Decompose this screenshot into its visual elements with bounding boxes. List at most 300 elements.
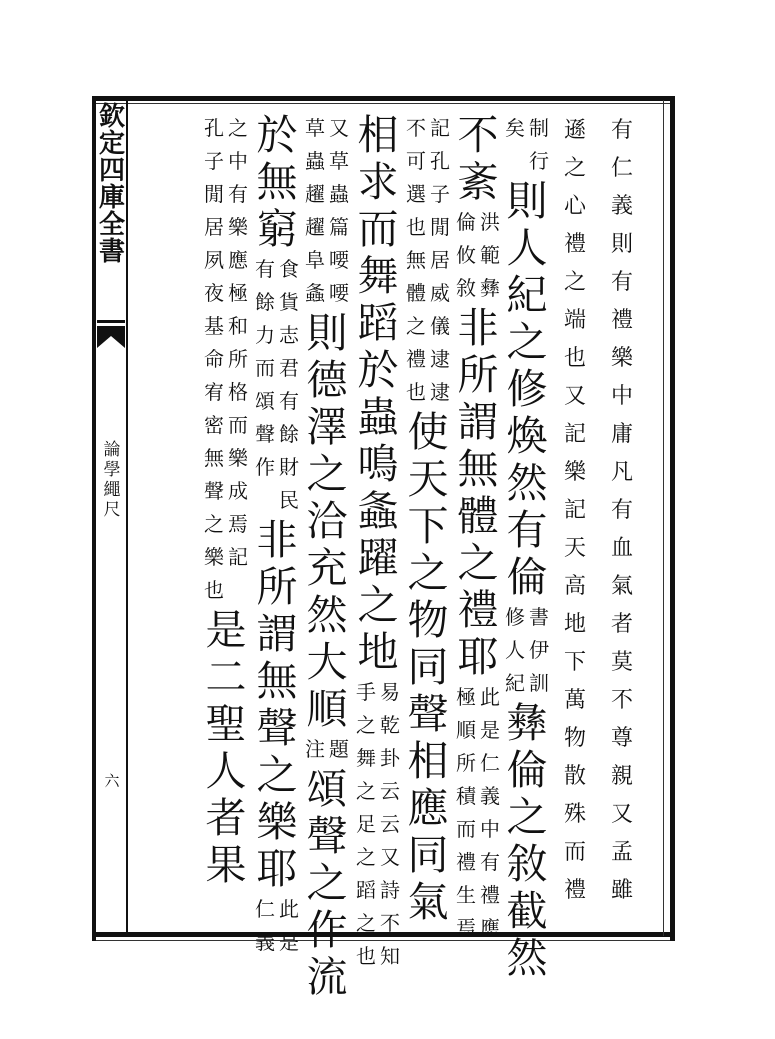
main-text-char: 之	[407, 549, 449, 597]
note-char: 篇	[329, 215, 349, 239]
interlinear-note	[454, 206, 502, 305]
note-char: 云	[380, 812, 400, 836]
note-char: 聲	[204, 479, 224, 503]
main-text-char: 聖	[205, 700, 247, 748]
note-char: 宥	[204, 380, 224, 404]
interlinear-note	[253, 893, 301, 959]
note-char: 詩	[380, 878, 400, 902]
annotation-char: 也	[563, 346, 586, 371]
note-char: 餘	[255, 290, 275, 314]
note-char: 螽	[305, 281, 325, 305]
main-text-char: 地	[357, 628, 399, 676]
main-text-char: 之	[306, 859, 348, 907]
main-text-char: 然	[506, 934, 548, 982]
note-char: 無	[204, 446, 224, 470]
note-char: 洪	[480, 210, 500, 234]
main-text-char: 二	[205, 653, 247, 701]
note-char: 之	[356, 845, 376, 869]
note-char: 積	[456, 784, 476, 808]
note-char: 阜	[305, 248, 325, 272]
note-char: 子	[204, 149, 224, 173]
main-text-char: 倫	[506, 746, 548, 794]
note-line-right	[277, 253, 301, 517]
note-char: 頌	[255, 389, 275, 413]
main-text-char: 體	[457, 492, 499, 540]
margin-strip-divider	[126, 100, 128, 936]
margin-page-number: 六	[104, 772, 120, 790]
note-char: 人	[505, 638, 525, 662]
annotation-char: 地	[563, 612, 586, 637]
frame-right-border	[670, 96, 675, 941]
note-line-left	[354, 676, 378, 973]
note-line-right	[226, 112, 250, 607]
note-line-right	[277, 893, 301, 959]
note-line-left	[303, 112, 327, 310]
note-char: 格	[228, 380, 248, 404]
main-text-char: 然	[306, 591, 348, 639]
note-char: 又	[380, 845, 400, 869]
note-char: 而	[255, 356, 275, 380]
annotation-char: 有	[610, 118, 633, 143]
annotation-char: 氣	[610, 574, 633, 599]
main-text-char: 相	[357, 111, 399, 159]
main-text-char: 樂	[256, 798, 298, 846]
interlinear-note	[503, 601, 551, 700]
text-column	[303, 112, 351, 1001]
main-text-char: 聲	[256, 704, 298, 752]
note-char: 有	[279, 389, 299, 413]
note-char: 趯	[305, 182, 325, 206]
note-char: 之	[228, 116, 248, 140]
note-char: 有	[228, 182, 248, 206]
note-line-left	[454, 681, 478, 945]
note-char: 手	[356, 680, 376, 704]
annotation-char: 凡	[610, 460, 633, 485]
note-char: 乾	[380, 713, 400, 737]
note-char: 仁	[480, 751, 500, 775]
note-char: 居	[204, 215, 224, 239]
note-char: 此	[279, 897, 299, 921]
annotation-char: 不	[610, 688, 633, 713]
note-char: 成	[228, 479, 248, 503]
interlinear-note	[303, 733, 351, 766]
note-char: 樂	[228, 446, 248, 470]
note-char: 蹈	[356, 878, 376, 902]
note-char: 焉	[456, 916, 476, 940]
annotation-char: 殊	[563, 802, 586, 827]
note-char: 禮	[406, 347, 426, 371]
note-char: 之	[356, 911, 376, 935]
annotation-char: 物	[563, 726, 586, 751]
note-char: 儀	[430, 314, 450, 338]
main-text-char: 之	[306, 450, 348, 498]
note-char: 極	[228, 281, 248, 305]
annotation-char: 庸	[610, 422, 633, 447]
main-text-char: 躍	[357, 534, 399, 582]
note-char: 敘	[456, 276, 476, 300]
annotation-char: 高	[563, 574, 586, 599]
main-text-char: 相	[407, 737, 449, 785]
note-char: 範	[480, 243, 500, 267]
main-text-char: 非	[256, 516, 298, 564]
annotation-char: 心	[563, 194, 586, 219]
main-text-char: 舞	[357, 252, 399, 300]
main-text-char: 禮	[457, 586, 499, 634]
note-line-left	[253, 253, 277, 517]
main-text-char: 者	[205, 794, 247, 842]
main-text-char: 然	[506, 459, 548, 507]
note-char: 逮	[430, 347, 450, 371]
note-line-right	[527, 112, 551, 178]
main-text-char: 鳴	[357, 440, 399, 488]
text-column	[202, 112, 250, 889]
main-text-char: 澤	[306, 403, 348, 451]
note-char: 閒	[204, 182, 224, 206]
note-line-left	[503, 601, 527, 700]
annotation-char: 親	[610, 764, 633, 789]
note-char: 攸	[456, 243, 476, 267]
main-text-char: 氣	[407, 878, 449, 926]
note-line-right	[378, 676, 402, 973]
main-text-char: 聲	[407, 690, 449, 738]
main-text-char: 之	[256, 751, 298, 799]
annotation-char: 而	[563, 840, 586, 865]
note-char: 義	[255, 930, 275, 954]
note-char: 逮	[430, 380, 450, 404]
main-text-char: 謂	[457, 398, 499, 446]
note-char: 而	[228, 413, 248, 437]
note-char: 也	[204, 578, 224, 602]
note-line-left	[202, 112, 226, 607]
note-char: 君	[279, 356, 299, 380]
annotation-char: 端	[563, 308, 586, 333]
main-text-char: 之	[457, 539, 499, 587]
note-char: 不	[380, 911, 400, 935]
note-char: 足	[356, 812, 376, 836]
interlinear-note	[354, 676, 402, 973]
annotation-char: 下	[563, 650, 586, 675]
main-text-char: 物	[407, 596, 449, 644]
margin-section-title: 論 學 繩 尺	[103, 440, 121, 520]
note-char: 禮	[480, 883, 500, 907]
main-text-char: 則	[506, 177, 548, 225]
main-text-char: 無	[457, 445, 499, 493]
note-char: 樂	[228, 215, 248, 239]
note-char: 書	[529, 605, 549, 629]
main-text-char: 洽	[306, 497, 348, 545]
main-text-char: 應	[407, 784, 449, 832]
annotation-char: 樂	[563, 460, 586, 485]
annotation-char: 有	[610, 498, 633, 523]
note-char: 無	[406, 248, 426, 272]
main-text-char: 人	[205, 747, 247, 795]
note-char: 又	[329, 116, 349, 140]
note-char: 財	[279, 455, 299, 479]
main-text-char: 於	[256, 111, 298, 159]
main-text-char: 流	[306, 953, 348, 1001]
text-column	[503, 112, 551, 982]
main-text-char: 之	[506, 318, 548, 366]
interlinear-note	[454, 681, 502, 945]
note-char: 草	[305, 116, 325, 140]
note-char: 應	[228, 248, 248, 272]
note-char: 禮	[456, 850, 476, 874]
note-char: 作	[255, 455, 275, 479]
note-char: 和	[228, 314, 248, 338]
annotation-char: 散	[563, 764, 586, 789]
note-line-right	[478, 681, 502, 945]
note-char: 閒	[430, 215, 450, 239]
note-char: 蟲	[329, 182, 349, 206]
note-char: 也	[356, 944, 376, 968]
note-char: 居	[430, 248, 450, 272]
note-char: 選	[406, 182, 426, 206]
note-char: 夜	[204, 281, 224, 305]
note-char: 喓	[329, 281, 349, 305]
note-char: 樂	[204, 545, 224, 569]
note-char: 修	[505, 605, 525, 629]
interlinear-note	[253, 253, 301, 517]
note-char: 此	[480, 685, 500, 709]
annotation-char: 義	[610, 194, 633, 219]
annotation-char: 禮	[563, 878, 586, 903]
annotation-char: 記	[563, 422, 586, 447]
main-text-char: 有	[506, 506, 548, 554]
note-char: 蟲	[305, 149, 325, 173]
note-char: 易	[380, 680, 400, 704]
note-line-left	[454, 206, 478, 305]
note-char: 卦	[380, 746, 400, 770]
main-text-char: 紀	[506, 271, 548, 319]
main-text-char: 充	[306, 544, 348, 592]
note-line-right	[327, 733, 351, 766]
annotation-char: 禮	[563, 232, 586, 257]
note-char: 不	[406, 116, 426, 140]
text-column	[454, 112, 502, 945]
annotation-char: 則	[610, 232, 633, 257]
note-char: 訓	[529, 671, 549, 695]
main-text-char: 倫	[506, 553, 548, 601]
note-char: 貨	[279, 290, 299, 314]
note-char: 倫	[456, 210, 476, 234]
text-column	[404, 112, 452, 926]
note-char: 夙	[204, 248, 224, 272]
text-column	[354, 112, 402, 973]
annotation-char: 禮	[610, 308, 633, 333]
interlinear-note	[303, 112, 351, 310]
note-line-left	[503, 112, 527, 178]
annotation-char: 仁	[610, 156, 633, 181]
note-line-right	[327, 112, 351, 310]
main-text-char: 於	[357, 346, 399, 394]
note-char: 民	[279, 488, 299, 512]
interlinear-note	[503, 112, 551, 178]
note-char: 有	[480, 850, 500, 874]
main-text-char: 同	[407, 643, 449, 691]
note-char: 記	[430, 116, 450, 140]
annotation-char: 尊	[610, 726, 633, 751]
note-char: 中	[228, 149, 248, 173]
note-char: 之	[356, 713, 376, 737]
main-text-char: 德	[306, 356, 348, 404]
main-text-char: 耶	[256, 845, 298, 893]
annotation-char: 血	[610, 536, 633, 561]
note-char: 之	[406, 314, 426, 338]
main-text-char: 使	[407, 408, 449, 456]
main-text-char: 順	[306, 685, 348, 733]
annotation-char: 之	[563, 270, 586, 295]
text-column	[253, 112, 301, 959]
main-text-char: 紊	[457, 158, 499, 206]
text-column	[598, 112, 646, 910]
main-text-char: 果	[205, 841, 247, 889]
note-char: 密	[204, 413, 224, 437]
note-char: 命	[204, 347, 224, 371]
annotation-char: 中	[610, 384, 633, 409]
note-char: 餘	[279, 422, 299, 446]
note-char: 之	[204, 512, 224, 536]
main-text-char: 彝	[506, 699, 548, 747]
note-char: 聲	[255, 422, 275, 446]
main-text-char: 煥	[506, 412, 548, 460]
note-char: 孔	[204, 116, 224, 140]
frame-top-border	[92, 96, 674, 101]
main-text-char: 謂	[256, 610, 298, 658]
note-char: 題	[329, 737, 349, 761]
note-char: 體	[406, 281, 426, 305]
annotation-char: 又	[563, 384, 586, 409]
main-text-char: 所	[457, 351, 499, 399]
note-char: 所	[228, 347, 248, 371]
main-text-char: 無	[256, 657, 298, 705]
note-line-left	[253, 893, 277, 959]
main-text-char: 下	[407, 502, 449, 550]
main-text-char: 則	[306, 309, 348, 357]
main-text-char: 之	[506, 793, 548, 841]
main-text-char: 大	[306, 638, 348, 686]
main-text-char: 窮	[256, 205, 298, 253]
note-char: 之	[356, 779, 376, 803]
interlinear-note	[404, 112, 452, 409]
note-char: 舞	[356, 746, 376, 770]
main-text-char: 作	[306, 906, 348, 954]
note-char: 行	[529, 149, 549, 173]
annotation-char: 孟	[610, 840, 633, 865]
note-char: 是	[279, 930, 299, 954]
note-char: 草	[329, 149, 349, 173]
text-column	[551, 112, 599, 910]
note-char: 基	[204, 314, 224, 338]
note-line-left	[303, 733, 327, 766]
main-text-char: 修	[506, 365, 548, 413]
note-char: 子	[430, 182, 450, 206]
note-line-right	[428, 112, 452, 409]
annotation-char: 天	[563, 536, 586, 561]
main-text-char: 求	[357, 158, 399, 206]
note-char: 制	[529, 116, 549, 140]
note-char: 彝	[480, 276, 500, 300]
note-char: 有	[255, 257, 275, 281]
note-char: 紀	[505, 671, 525, 695]
annotation-char: 之	[563, 156, 586, 181]
annotation-char: 又	[610, 802, 633, 827]
note-char: 矣	[505, 116, 525, 140]
annotation-char: 莫	[610, 650, 633, 675]
frame-top-inner-border	[92, 103, 674, 104]
main-text-char: 蟲	[357, 393, 399, 441]
annotation-char: 樂	[610, 346, 633, 371]
note-char: 可	[406, 149, 426, 173]
note-char: 所	[456, 751, 476, 775]
main-text-char: 聲	[306, 812, 348, 860]
note-char: 也	[406, 215, 426, 239]
annotation-char: 雖	[610, 878, 633, 903]
note-char: 而	[456, 817, 476, 841]
main-text-char: 頌	[306, 765, 348, 813]
annotation-char: 者	[610, 612, 633, 637]
note-char: 威	[430, 281, 450, 305]
main-text-char: 蹈	[357, 299, 399, 347]
note-char: 力	[255, 323, 275, 347]
main-text-char: 天	[407, 455, 449, 503]
main-text-char: 無	[256, 158, 298, 206]
note-char: 應	[480, 916, 500, 940]
annotation-char: 記	[563, 498, 586, 523]
note-char: 志	[279, 323, 299, 347]
main-text-char: 而	[357, 205, 399, 253]
frame-right-inner-border	[663, 100, 664, 936]
note-char: 焉	[228, 512, 248, 536]
main-text-char: 螽	[357, 487, 399, 535]
note-char: 知	[380, 944, 400, 968]
main-text-char: 非	[457, 304, 499, 352]
annotation-char: 遜	[563, 118, 586, 143]
note-line-right	[527, 601, 551, 700]
margin-book-title: 欽 定 四 庫 全 書	[98, 102, 125, 267]
note-char: 趯	[305, 215, 325, 239]
note-char: 云	[380, 779, 400, 803]
note-char: 義	[480, 784, 500, 808]
note-char: 仁	[255, 897, 275, 921]
note-char: 極	[456, 685, 476, 709]
note-char: 孔	[430, 149, 450, 173]
main-text-char: 不	[457, 111, 499, 159]
main-text-char: 之	[357, 581, 399, 629]
main-text-char: 是	[205, 606, 247, 654]
note-line-left	[404, 112, 428, 409]
note-char: 喓	[329, 248, 349, 272]
note-char: 注	[305, 737, 325, 761]
note-char: 中	[480, 817, 500, 841]
main-text-char: 耶	[457, 633, 499, 681]
main-text-char: 所	[256, 563, 298, 611]
note-char: 順	[456, 718, 476, 742]
main-text-char: 人	[506, 224, 548, 272]
interlinear-note	[202, 112, 250, 607]
note-char: 生	[456, 883, 476, 907]
fishtail-mark-icon	[97, 318, 125, 350]
main-text-char: 敘	[506, 840, 548, 888]
note-line-right	[478, 206, 502, 305]
note-char: 是	[480, 718, 500, 742]
main-text-char: 同	[407, 831, 449, 879]
annotation-char: 萬	[563, 688, 586, 713]
note-char: 記	[228, 545, 248, 569]
annotation-char: 有	[610, 270, 633, 295]
main-text-char: 截	[506, 887, 548, 935]
note-char: 食	[279, 257, 299, 281]
note-char: 也	[406, 380, 426, 404]
